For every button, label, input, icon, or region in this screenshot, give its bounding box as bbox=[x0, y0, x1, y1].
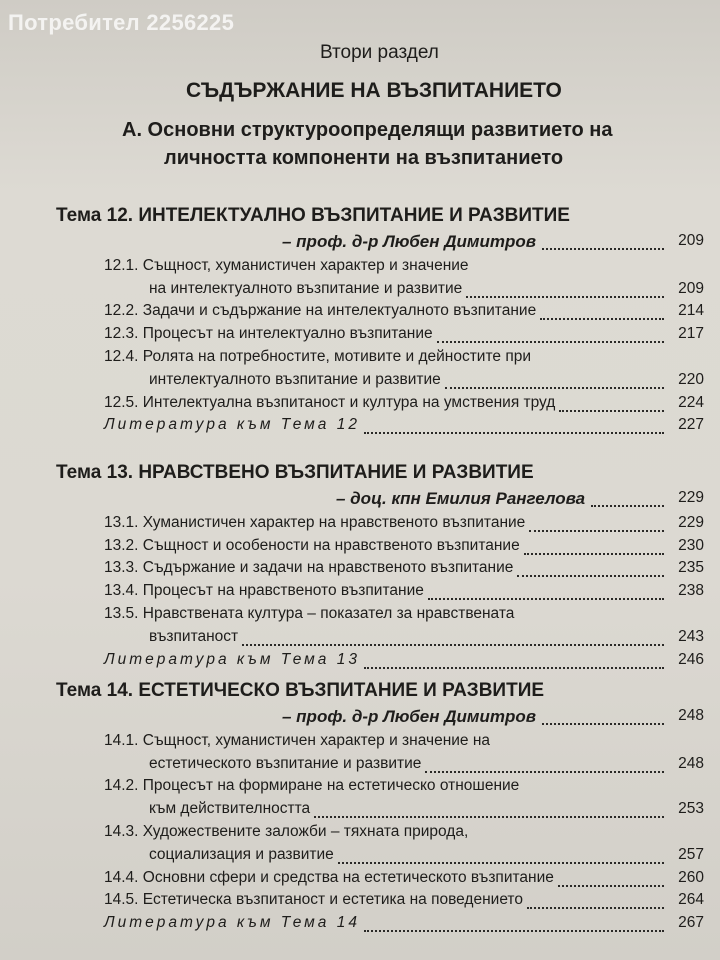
topic-heading: Тема 13. НРАВСТВЕНО ВЪЗПИТАНИЕ И РАЗВИТИЕ bbox=[56, 462, 534, 483]
toc-entry-text: 14.2. Процесът на формиране на естетическо отношение bbox=[104, 777, 520, 795]
toc-entry-text: Литература към Тема 12 bbox=[104, 416, 360, 434]
toc-row bbox=[0, 582, 720, 604]
toc-row bbox=[0, 777, 720, 799]
toc-entry-text: 12.1. Същност, хуманистичен характер и значение bbox=[104, 256, 469, 274]
page-number: 248 bbox=[678, 707, 704, 724]
leader-dots bbox=[364, 431, 664, 434]
toc-entry-text: 14.5. Естетическа възпитаност и естетика на поведението bbox=[104, 891, 523, 909]
leader-dots bbox=[542, 722, 664, 725]
watermark: Потребител 2256225 bbox=[8, 10, 235, 35]
toc-row bbox=[0, 325, 720, 347]
toc-row bbox=[0, 371, 720, 393]
page-number: 209 bbox=[678, 232, 704, 249]
section-label: Втори раздел bbox=[320, 42, 439, 63]
page-number: 246 bbox=[678, 650, 704, 668]
toc-row bbox=[0, 559, 720, 581]
toc-entry-text: 13.3. Съдържание и задачи на нравственото възпитание bbox=[104, 559, 514, 577]
toc-entry-text: възпитаност bbox=[149, 627, 239, 645]
page-number: 264 bbox=[678, 891, 704, 909]
toc-row bbox=[0, 605, 720, 627]
toc-row bbox=[0, 257, 720, 279]
leader-dots bbox=[558, 884, 664, 887]
page-number: 235 bbox=[678, 559, 704, 577]
leader-dots bbox=[529, 529, 664, 532]
leader-dots bbox=[242, 643, 664, 646]
toc-entry-text: интелектуалното възпитание и развитие bbox=[149, 370, 441, 388]
toc-entry-text: 14.4. Основни сфери и средства на естетическото възпитание bbox=[104, 868, 554, 886]
toc-entry-text: 13.4. Процесът на нравственото възпитание bbox=[104, 582, 424, 600]
toc-entry-text: 13.5. Нравствената култура – показател за нравствената bbox=[104, 605, 515, 622]
toc-row bbox=[0, 280, 720, 302]
toc-entry-text: социализация и развитие bbox=[149, 845, 334, 863]
toc-row bbox=[0, 869, 720, 891]
leader-dots bbox=[517, 574, 664, 577]
toc-row bbox=[0, 514, 720, 536]
author-row bbox=[0, 232, 720, 254]
leader-dots bbox=[437, 340, 664, 343]
page-number: 253 bbox=[678, 800, 704, 818]
leader-dots bbox=[591, 504, 664, 507]
part-title bbox=[122, 116, 612, 172]
toc-entry-text: 13.2. Същност и особености на нравственото възпитание bbox=[104, 536, 520, 554]
page-number: 209 bbox=[678, 279, 704, 297]
toc-row bbox=[0, 348, 720, 370]
page-number: 230 bbox=[678, 536, 704, 554]
page-number: 257 bbox=[678, 845, 704, 863]
page-number: 217 bbox=[678, 325, 704, 343]
page-number: 260 bbox=[678, 868, 704, 886]
leader-dots bbox=[364, 929, 664, 932]
leader-dots bbox=[540, 317, 664, 320]
toc-row bbox=[0, 651, 720, 673]
toc-row bbox=[0, 394, 720, 416]
author-row bbox=[0, 489, 720, 511]
part-title-line-2: личността компоненти на възпитанието bbox=[164, 147, 564, 169]
topic-author: – доц. кпн Емилия Рангелова bbox=[336, 489, 586, 508]
page-number: 220 bbox=[678, 370, 704, 388]
leader-dots bbox=[445, 386, 664, 389]
toc-row bbox=[0, 628, 720, 650]
toc-entry-text: на интелектуалното възпитание и развитие bbox=[149, 279, 463, 297]
leader-dots bbox=[338, 861, 664, 864]
toc-row bbox=[0, 302, 720, 324]
toc-row bbox=[0, 800, 720, 822]
section-title: СЪДЪРЖАНИЕ НА ВЪЗПИТАНИЕТО bbox=[186, 79, 562, 102]
leader-dots bbox=[314, 815, 664, 818]
part-title-line-1: А. Основни структуроопределящи развитието на bbox=[122, 119, 613, 141]
toc-row bbox=[0, 846, 720, 868]
author-row bbox=[0, 707, 720, 729]
toc-row bbox=[0, 823, 720, 845]
page-number: 224 bbox=[678, 393, 704, 411]
toc-entry-text: 12.2. Задачи и съдържание на интелектуалното възпитание bbox=[104, 302, 537, 320]
toc-entry-text: Литература към Тема 13 bbox=[104, 650, 360, 668]
topic-heading: Тема 12. ИНТЕЛЕКТУАЛНО ВЪЗПИТАНИЕ И РАЗВИТИЕ bbox=[56, 205, 570, 226]
toc-row bbox=[0, 755, 720, 777]
toc-row bbox=[0, 914, 720, 936]
leader-dots bbox=[425, 770, 664, 773]
leader-dots bbox=[542, 247, 664, 250]
leader-dots bbox=[364, 666, 664, 669]
topic-author: – проф. д-р Любен Димитров bbox=[282, 707, 536, 726]
toc-entry-text: 12.4. Ролята на потребностите, мотивите и дейностите при bbox=[104, 348, 531, 365]
toc-entry-text: Литература към Тема 14 bbox=[104, 914, 360, 932]
page-number: 243 bbox=[678, 627, 704, 645]
page-number: 229 bbox=[678, 513, 704, 531]
toc-entry-text: 14.1. Същност, хуманистичен характер и значение на bbox=[104, 731, 491, 749]
toc-row bbox=[0, 537, 720, 559]
topic-heading: Тема 14. ЕСТЕТИЧЕСКО ВЪЗПИТАНИЕ И РАЗВИТИЕ bbox=[56, 680, 545, 701]
page-number: 238 bbox=[678, 582, 704, 600]
leader-dots bbox=[466, 295, 664, 298]
toc-row bbox=[0, 891, 720, 913]
leader-dots bbox=[527, 906, 664, 909]
leader-dots bbox=[428, 597, 664, 600]
page-number: 248 bbox=[678, 754, 704, 772]
page-number: 214 bbox=[678, 302, 704, 320]
toc-entry-text: 13.1. Хуманистичен характер на нравственото възпитание bbox=[104, 513, 526, 531]
toc-row bbox=[0, 416, 720, 438]
topic-author: – проф. д-р Любен Димитров bbox=[282, 232, 536, 251]
toc-entry-text: 14.3. Художествените заложби – тяхната природа, bbox=[104, 823, 469, 840]
toc-row bbox=[0, 732, 720, 754]
toc-entry-text: към действителността bbox=[149, 800, 311, 818]
page-number: 229 bbox=[678, 489, 704, 506]
page-number: 227 bbox=[678, 416, 704, 434]
toc-entry-text: 12.3. Процесът на интелектуално възпитание bbox=[104, 325, 433, 343]
leader-dots bbox=[524, 552, 664, 555]
page-number: 267 bbox=[678, 914, 704, 932]
toc-entry-text: естетическото възпитание и развитие bbox=[149, 754, 422, 772]
leader-dots bbox=[559, 409, 664, 412]
toc-entry-text: 12.5. Интелектуална възпитаност и култура на умствения труд bbox=[104, 393, 556, 411]
